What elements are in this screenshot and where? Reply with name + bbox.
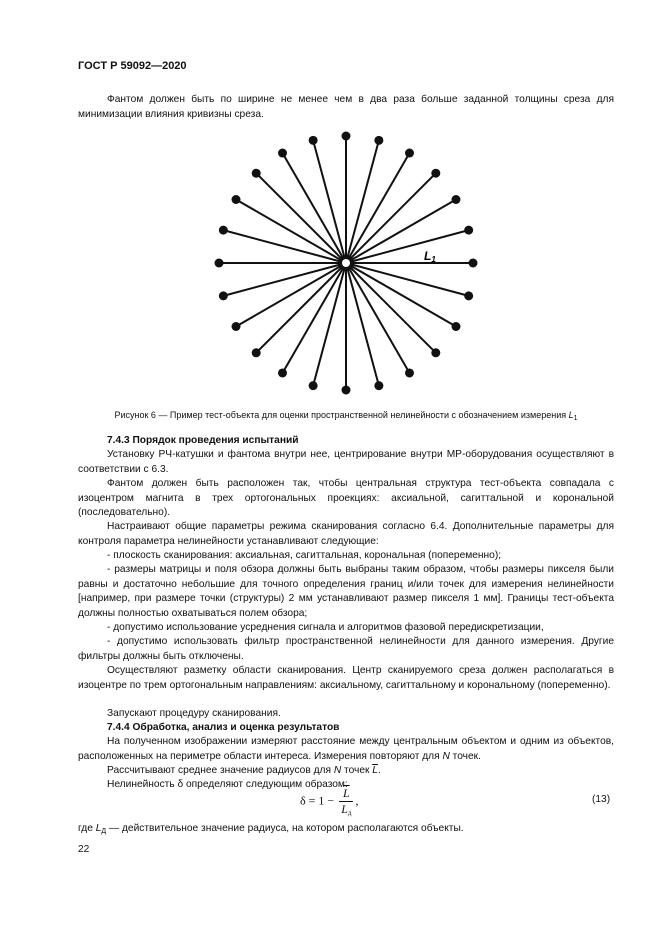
sec743-p3: Настраивают общие параметры режима сканирования согласно 6.4. Дополнительные параметры для контроля параметра нелинейности устанавливают следующие: [78, 521, 614, 547]
spoke-line [346, 263, 379, 386]
perimeter-object [405, 149, 414, 158]
perimeter-object [219, 226, 228, 235]
sec743-bullet-1: - плоскость сканирования: аксиальная, сагиттальная, корональная (попеременно); [107, 550, 502, 561]
equation-number: (13) [592, 794, 611, 805]
spoke-line [223, 230, 346, 263]
perimeter-object [232, 322, 241, 331]
sec743-bullet-2: - размеры матрицы и поля обзора должны быть выбраны таким образом, чтобы размеры пикселя были равны и достаточно небольшие для точного определения границ и/или точек для измерения нелинейности [например, при размере точки (структуры) 2 мм устанавливают размер пикселя 1 мм]. Границы тест-объекта должны полностью охватываться полем обзора; [78, 564, 614, 619]
perimeter-object [252, 348, 261, 357]
perimeter-object [309, 381, 318, 390]
sec744-p2: Рассчитывают среднее значение радиусов для N точек $\overline{L}$. [107, 765, 381, 776]
section-7-4-3-title: 7.4.3 Порядок проведения испытаний [107, 435, 299, 446]
test-object-figure [200, 127, 500, 402]
sec743-p4: Осуществляют разметку области сканирования. Центр сканируемого среза должен располагаться в изоцентре по трем ортогональным направлениям: аксиальному, сагиттальному и корональному (попеременно). [78, 665, 614, 691]
spoke-line [346, 140, 379, 263]
perimeter-object [252, 169, 261, 178]
perimeter-object [232, 195, 241, 204]
sec743-p1: Установку РЧ-катушки и фантома внутри нее, центрирование внутри МР-оборудования осуществляют в соответствии с 6.3. [78, 449, 614, 475]
perimeter-object [374, 381, 383, 390]
perimeter-object [451, 322, 460, 331]
perimeter-object [278, 368, 287, 377]
perimeter-object [451, 195, 460, 204]
formula-13: δ = 1 − $\frac{\overline{L}}{L_д}$ , [300, 786, 359, 817]
spoke-line [313, 263, 346, 386]
formula-fraction: $\frac{\overline{L}}{L_д}$ [341, 786, 352, 817]
page-number: 22 [78, 844, 90, 855]
perimeter-object [469, 259, 478, 268]
where-clause: где $L_Д$ — действительное значение радиуса, на котором располагаются объекты. [78, 823, 464, 835]
section-7-4-4-title: 7.4.4 Обработка, анализ и оценка результатов [107, 722, 340, 733]
spoke-line [313, 140, 346, 263]
spoke-line [346, 230, 469, 263]
document-header: ГОСТ Р 59092—2020 [78, 60, 187, 72]
perimeter-object [342, 132, 351, 141]
radius-marker-label: L1 [424, 249, 436, 264]
perimeter-object [342, 386, 351, 395]
sec743-bullet-3: - допустимо использование усреднения сигнала и алгоритмов фазовой передискретизации, [107, 622, 544, 633]
perimeter-object [431, 348, 440, 357]
perimeter-object [405, 368, 414, 377]
perimeter-object [464, 226, 473, 235]
figure-caption: Рисунок 6 — Пример тест-объекта для оценки пространственной нелинейности с обозначением измерения $L_1$ [114, 410, 578, 422]
sec743-p5: Запускают процедуру сканирования. [107, 708, 281, 719]
perimeter-object [464, 291, 473, 300]
sec744-p3: Нелинейность δ определяют следующим образом: [107, 779, 348, 790]
sec743-bullet-4: - допустимо использовать фильтр пространственной нелинейности для данного измерения. Другие фильтры должны быть отключены. [78, 636, 614, 662]
perimeter-object [278, 149, 287, 158]
perimeter-object [431, 169, 440, 178]
center-object-hole [342, 259, 350, 267]
perimeter-object [219, 291, 228, 300]
spoke-line [223, 263, 346, 296]
spoke-line [346, 263, 469, 296]
intro-paragraph: Фантом должен быть по ширине не менее чем в два раза больше заданной толщины среза для минимизации влияния кривизны среза. [78, 94, 614, 120]
perimeter-object [374, 136, 383, 145]
perimeter-object [309, 136, 318, 145]
perimeter-object [215, 259, 224, 268]
sec743-p2: Фантом должен быть расположен так, чтобы центральная структура тест-объекта совпадала с изоцентром магнита в трех ортогональных проекциях: аксиальной, сагиттальной и корональной (последовательно). [78, 478, 614, 519]
sec744-p1: На полученном изображении измеряют расстояние между центральным объектом и одним из объектов, расположенных на периметре области интереса. Измерения повторяют для N точек. [78, 736, 614, 762]
